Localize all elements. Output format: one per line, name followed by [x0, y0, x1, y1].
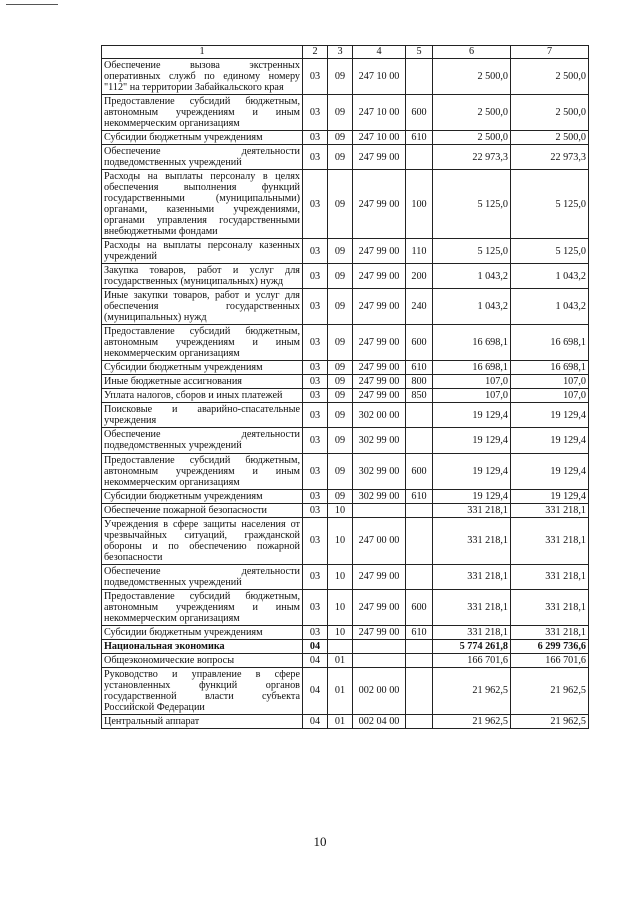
amount-col7-cell: 19 129,4 — [511, 403, 589, 428]
table-row — [102, 403, 589, 428]
section-code-cell: 04 — [303, 714, 328, 728]
amount-col7-cell: 16 698,1 — [511, 325, 589, 361]
expense-type-cell — [406, 639, 433, 653]
amount-col7-cell: 1 043,2 — [511, 289, 589, 325]
subsection-code-cell: 09 — [328, 131, 353, 145]
expense-type-cell — [406, 517, 433, 564]
expense-type-cell: 800 — [406, 375, 433, 389]
section-code-cell: 03 — [303, 375, 328, 389]
header-cell: 6 — [433, 46, 511, 59]
row-name-cell: Расходы на выплаты персоналу казенных учреждений — [102, 239, 303, 264]
amount-col7-cell: 331 218,1 — [511, 625, 589, 639]
amount-col7-cell: 2 500,0 — [511, 59, 589, 95]
row-name-cell: Уплата налогов, сборов и иных платежей — [102, 389, 303, 403]
page-number: 10 — [313, 834, 327, 849]
amount-col6-cell: 1 043,2 — [433, 264, 511, 289]
subsection-code-cell: 09 — [328, 403, 353, 428]
amount-col7-cell: 21 962,5 — [511, 714, 589, 728]
row-name-cell: Руководство и управление в сфере установленных функций органов государственной власти субъекта Российской Федерации — [102, 667, 303, 714]
header-cell: 2 — [303, 46, 328, 59]
amount-col7-cell: 16 698,1 — [511, 361, 589, 375]
target-article-cell: 247 10 00 — [353, 131, 406, 145]
table-row — [102, 95, 589, 131]
section-code-cell: 03 — [303, 517, 328, 564]
subsection-code-cell: 10 — [328, 564, 353, 589]
table-row — [102, 453, 589, 489]
target-article-cell: 247 99 00 — [353, 375, 406, 389]
target-article-cell: 002 00 00 — [353, 667, 406, 714]
section-code-cell: 03 — [303, 503, 328, 517]
subsection-code-cell: 09 — [328, 170, 353, 239]
subsection-code-cell: 09 — [328, 389, 353, 403]
target-article-cell: 302 99 00 — [353, 428, 406, 453]
expense-type-cell — [406, 59, 433, 95]
amount-col6-cell: 331 218,1 — [433, 625, 511, 639]
expense-type-cell: 850 — [406, 389, 433, 403]
table-row — [102, 589, 589, 625]
expense-type-cell: 600 — [406, 589, 433, 625]
target-article-cell: 247 10 00 — [353, 95, 406, 131]
expense-type-cell: 110 — [406, 239, 433, 264]
section-code-cell: 03 — [303, 589, 328, 625]
amount-col7-cell: 19 129,4 — [511, 489, 589, 503]
expense-type-cell — [406, 653, 433, 667]
target-article-cell: 247 99 00 — [353, 589, 406, 625]
table-row — [102, 639, 589, 653]
amount-col7-cell: 331 218,1 — [511, 503, 589, 517]
target-article-cell: 247 99 00 — [353, 389, 406, 403]
amount-col7-cell: 22 973,3 — [511, 145, 589, 170]
amount-col6-cell: 19 129,4 — [433, 403, 511, 428]
header-cell: 1 — [102, 46, 303, 59]
section-code-cell: 03 — [303, 145, 328, 170]
subsection-code-cell: 09 — [328, 264, 353, 289]
amount-col6-cell: 21 962,5 — [433, 714, 511, 728]
target-article-cell: 302 00 00 — [353, 403, 406, 428]
amount-col6-cell: 166 701,6 — [433, 653, 511, 667]
target-article-cell: 302 99 00 — [353, 489, 406, 503]
row-name-cell: Поисковые и аварийно-спасательные учреждения — [102, 403, 303, 428]
table-row — [102, 170, 589, 239]
table-row — [102, 59, 589, 95]
expense-type-cell: 610 — [406, 131, 433, 145]
expense-type-cell: 200 — [406, 264, 433, 289]
expense-type-cell: 610 — [406, 625, 433, 639]
amount-col7-cell: 1 043,2 — [511, 264, 589, 289]
target-article-cell: 247 99 00 — [353, 625, 406, 639]
subsection-code-cell: 01 — [328, 667, 353, 714]
target-article-cell: 002 04 00 — [353, 714, 406, 728]
section-code-cell: 03 — [303, 361, 328, 375]
row-name-cell: Предоставление субсидий бюджетным, автономным учреждениям и иным некоммерческим организациям — [102, 453, 303, 489]
expense-type-cell — [406, 714, 433, 728]
amount-col7-cell: 6 299 736,6 — [511, 639, 589, 653]
header-cell: 3 — [328, 46, 353, 59]
row-name-cell: Предоставление субсидий бюджетным, автономным учреждениям и иным некоммерческим организациям — [102, 325, 303, 361]
amount-col6-cell: 19 129,4 — [433, 489, 511, 503]
table-row — [102, 714, 589, 728]
table-row — [102, 145, 589, 170]
section-code-cell: 04 — [303, 667, 328, 714]
amount-col7-cell: 21 962,5 — [511, 667, 589, 714]
header-cell: 4 — [353, 46, 406, 59]
amount-col7-cell: 19 129,4 — [511, 428, 589, 453]
subsection-code-cell — [328, 639, 353, 653]
expense-type-cell: 600 — [406, 95, 433, 131]
expense-type-cell — [406, 564, 433, 589]
expense-type-cell — [406, 503, 433, 517]
target-article-cell: 247 99 00 — [353, 361, 406, 375]
subsection-code-cell: 01 — [328, 653, 353, 667]
subsection-code-cell: 09 — [328, 239, 353, 264]
row-name-cell: Расходы на выплаты персоналу в целях обеспечения выполнения функций государственными (муниципальными) органами, казенными учреждениями, органами управления государственными внебюджетными фондами — [102, 170, 303, 239]
amount-col6-cell: 331 218,1 — [433, 589, 511, 625]
amount-col7-cell: 2 500,0 — [511, 131, 589, 145]
table-row — [102, 264, 589, 289]
target-article-cell — [353, 639, 406, 653]
row-name-cell: Закупка товаров, работ и услуг для государственных (муниципальных) нужд — [102, 264, 303, 289]
row-name-cell: Обеспечение деятельности подведомственных учреждений — [102, 564, 303, 589]
amount-col7-cell: 5 125,0 — [511, 239, 589, 264]
table-header-row — [102, 46, 589, 59]
budget-table — [101, 45, 589, 729]
amount-col6-cell: 107,0 — [433, 375, 511, 389]
table-row — [102, 503, 589, 517]
subsection-code-cell: 10 — [328, 625, 353, 639]
section-code-cell: 03 — [303, 289, 328, 325]
table-row — [102, 667, 589, 714]
expense-type-cell — [406, 428, 433, 453]
amount-col6-cell: 19 129,4 — [433, 453, 511, 489]
row-name-cell: Предоставление субсидий бюджетным, автономным учреждениям и иным некоммерческим организациям — [102, 589, 303, 625]
table-row — [102, 325, 589, 361]
target-article-cell: 247 00 00 — [353, 517, 406, 564]
section-code-cell: 04 — [303, 653, 328, 667]
row-name-cell: Иные закупки товаров, работ и услуг для обеспечения государственных (муниципальных) нужд — [102, 289, 303, 325]
amount-col7-cell: 107,0 — [511, 389, 589, 403]
row-name-cell: Общеэкономические вопросы — [102, 653, 303, 667]
expense-type-cell: 610 — [406, 489, 433, 503]
corner-rule — [6, 4, 58, 5]
subsection-code-cell: 09 — [328, 489, 353, 503]
expense-type-cell: 100 — [406, 170, 433, 239]
amount-col7-cell: 331 218,1 — [511, 517, 589, 564]
row-name-cell: Обеспечение пожарной безопасности — [102, 503, 303, 517]
subsection-code-cell: 10 — [328, 589, 353, 625]
table-row — [102, 653, 589, 667]
section-code-cell: 03 — [303, 131, 328, 145]
expense-type-cell — [406, 403, 433, 428]
expense-type-cell — [406, 145, 433, 170]
amount-col6-cell: 1 043,2 — [433, 289, 511, 325]
row-name-cell: Предоставление субсидий бюджетным, автономным учреждениям и иным некоммерческим организациям — [102, 95, 303, 131]
header-cell: 7 — [511, 46, 589, 59]
section-code-cell: 03 — [303, 625, 328, 639]
section-code-cell: 03 — [303, 489, 328, 503]
section-code-cell: 03 — [303, 453, 328, 489]
section-code-cell: 03 — [303, 95, 328, 131]
row-name-cell: Обеспечение деятельности подведомственных учреждений — [102, 428, 303, 453]
target-article-cell — [353, 503, 406, 517]
amount-col6-cell: 331 218,1 — [433, 517, 511, 564]
amount-col6-cell: 331 218,1 — [433, 564, 511, 589]
row-name-cell: Учреждения в сфере защиты населения от чрезвычайных ситуаций, гражданской обороны и по обеспечению пожарной безопасности — [102, 517, 303, 564]
target-article-cell: 247 99 00 — [353, 239, 406, 264]
section-code-cell: 03 — [303, 389, 328, 403]
table-row — [102, 375, 589, 389]
target-article-cell: 302 99 00 — [353, 453, 406, 489]
subsection-code-cell: 09 — [328, 375, 353, 389]
amount-col6-cell: 19 129,4 — [433, 428, 511, 453]
amount-col6-cell: 2 500,0 — [433, 59, 511, 95]
row-name-cell: Иные бюджетные ассигнования — [102, 375, 303, 389]
expense-type-cell: 600 — [406, 453, 433, 489]
section-code-cell: 03 — [303, 403, 328, 428]
amount-col6-cell: 5 125,0 — [433, 170, 511, 239]
expense-type-cell: 610 — [406, 361, 433, 375]
table-row — [102, 517, 589, 564]
section-code-cell: 03 — [303, 170, 328, 239]
target-article-cell: 247 99 00 — [353, 264, 406, 289]
budget-table-container — [101, 45, 588, 729]
table-row — [102, 131, 589, 145]
section-code-cell: 03 — [303, 239, 328, 264]
amount-col6-cell: 2 500,0 — [433, 95, 511, 131]
target-article-cell: 247 99 00 — [353, 145, 406, 170]
row-name-cell: Центральный аппарат — [102, 714, 303, 728]
expense-type-cell: 600 — [406, 325, 433, 361]
table-row — [102, 428, 589, 453]
amount-col6-cell: 22 973,3 — [433, 145, 511, 170]
header-cell: 5 — [406, 46, 433, 59]
target-article-cell: 247 99 00 — [353, 170, 406, 239]
row-name-cell: Субсидии бюджетным учреждениям — [102, 489, 303, 503]
amount-col6-cell: 107,0 — [433, 389, 511, 403]
expense-type-cell: 240 — [406, 289, 433, 325]
subsection-code-cell: 09 — [328, 361, 353, 375]
amount-col6-cell: 331 218,1 — [433, 503, 511, 517]
amount-col7-cell: 331 218,1 — [511, 589, 589, 625]
table-row — [102, 564, 589, 589]
amount-col7-cell: 2 500,0 — [511, 95, 589, 131]
subsection-code-cell: 10 — [328, 503, 353, 517]
amount-col6-cell: 5 125,0 — [433, 239, 511, 264]
target-article-cell: 247 99 00 — [353, 289, 406, 325]
expense-type-cell — [406, 667, 433, 714]
table-row — [102, 361, 589, 375]
amount-col6-cell: 5 774 261,8 — [433, 639, 511, 653]
section-code-cell: 03 — [303, 564, 328, 589]
section-code-cell: 03 — [303, 325, 328, 361]
section-code-cell: 03 — [303, 428, 328, 453]
amount-col6-cell: 21 962,5 — [433, 667, 511, 714]
target-article-cell: 247 99 00 — [353, 325, 406, 361]
section-code-cell: 04 — [303, 639, 328, 653]
table-row — [102, 389, 589, 403]
subsection-code-cell: 09 — [328, 428, 353, 453]
amount-col7-cell: 166 701,6 — [511, 653, 589, 667]
amount-col6-cell: 16 698,1 — [433, 325, 511, 361]
row-name-cell: Субсидии бюджетным учреждениям — [102, 625, 303, 639]
subsection-code-cell: 09 — [328, 325, 353, 361]
row-name-cell: Обеспечение деятельности подведомственных учреждений — [102, 145, 303, 170]
row-name-cell: Обеспечение вызова экстренных оперативных служб по единому номеру "112" на территории Забайкальского края — [102, 59, 303, 95]
section-code-cell: 03 — [303, 264, 328, 289]
amount-col7-cell: 5 125,0 — [511, 170, 589, 239]
amount-col7-cell: 331 218,1 — [511, 564, 589, 589]
amount-col7-cell: 107,0 — [511, 375, 589, 389]
subsection-code-cell: 01 — [328, 714, 353, 728]
target-article-cell: 247 10 00 — [353, 59, 406, 95]
subsection-code-cell: 09 — [328, 95, 353, 131]
target-article-cell — [353, 653, 406, 667]
subsection-code-cell: 09 — [328, 453, 353, 489]
amount-col7-cell: 19 129,4 — [511, 453, 589, 489]
subsection-code-cell: 09 — [328, 59, 353, 95]
table-row — [102, 289, 589, 325]
amount-col6-cell: 16 698,1 — [433, 361, 511, 375]
table-row — [102, 625, 589, 639]
section-code-cell: 03 — [303, 59, 328, 95]
target-article-cell: 247 99 00 — [353, 564, 406, 589]
table-row — [102, 239, 589, 264]
row-name-cell: Субсидии бюджетным учреждениям — [102, 131, 303, 145]
subsection-code-cell: 09 — [328, 289, 353, 325]
amount-col6-cell: 2 500,0 — [433, 131, 511, 145]
subsection-code-cell: 10 — [328, 517, 353, 564]
row-name-cell: Субсидии бюджетным учреждениям — [102, 361, 303, 375]
row-name-cell: Национальная экономика — [102, 639, 303, 653]
table-row — [102, 489, 589, 503]
subsection-code-cell: 09 — [328, 145, 353, 170]
